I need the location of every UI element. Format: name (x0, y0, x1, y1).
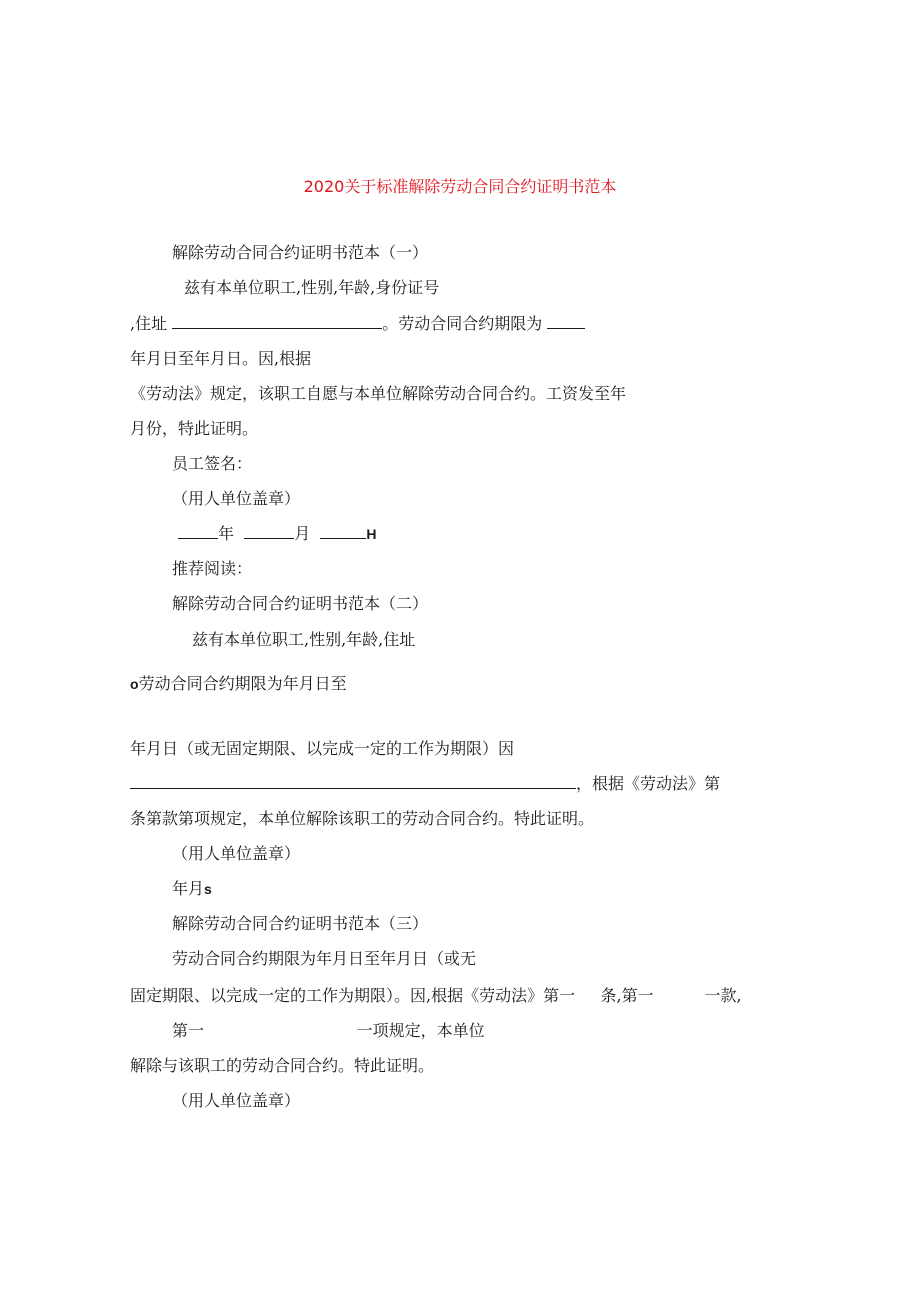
contract-term-label: 。劳动合同合约期限为 (382, 314, 543, 333)
section-2-line-2 (130, 674, 347, 694)
recommended-reading-label: 推荐阅读： (172, 559, 253, 578)
section-2-line-5: 条第款第项规定，本单位解除该职工的劳动合同合约。特此证明。 (130, 809, 595, 828)
address-label: ,住址 (130, 314, 168, 333)
section-3-heading: 解除劳动合同合约证明书范本（三） (172, 914, 429, 933)
section-3-item: 一项规定，本单位 (356, 1021, 485, 1040)
section-3-seal: （用人单位盖章） (172, 1091, 301, 1110)
day-blank (320, 524, 366, 539)
year-blank (178, 524, 218, 539)
section-3-article: 条,第一 (600, 986, 654, 1005)
section-3-clause: 一款, (704, 986, 742, 1005)
year-label: 年 (218, 524, 235, 543)
section-1-heading: 解除劳动合同合约证明书范本（一） (172, 243, 429, 262)
section-3-line-2 (130, 986, 742, 1006)
address-blank (172, 314, 382, 329)
section-2-date-mark: s (204, 881, 212, 897)
section-1-seal: （用人单位盖章） (172, 489, 301, 508)
section-2-mark: o (130, 676, 139, 692)
section-2-term: 劳动合同合约期限为年月日至 (138, 674, 347, 693)
section-3-line-2a: 固定期限、以完成一定的工作为期限）。因,根据《劳动法》第一 (130, 986, 576, 1005)
section-3-item-prefix: 第一 (172, 1021, 205, 1040)
section-2-heading: 解除劳动合同合约证明书范本（二） (172, 594, 429, 613)
section-3-line-1: 劳动合同合约期限为年月日至年月日（或无 (172, 949, 477, 968)
section-1-line-2 (130, 314, 585, 334)
section-2-line-4 (130, 774, 720, 794)
section-3-line-4: 解除与该职工的劳动合同合约。特此证明。 (130, 1056, 435, 1075)
reason-blank (130, 774, 576, 789)
section-1-date-line (178, 524, 377, 544)
section-2-date-text: 年月 (172, 879, 205, 898)
section-1-line-5: 月份，特此证明。 (130, 419, 259, 438)
day-label: H (366, 526, 377, 542)
section-3-line-3 (172, 1021, 485, 1041)
month-blank (244, 524, 294, 539)
labor-law-reference: ，根据《劳动法》第 (576, 774, 721, 793)
document-title: 2020关于标准解除劳动合同合约证明书范本 (303, 177, 617, 196)
section-1-line-4: 《劳动法》规定，该职工自愿与本单位解除劳动合同合约。工资发至年 (130, 384, 627, 403)
section-2-seal: （用人单位盖章） (172, 844, 301, 863)
term-blank (547, 314, 585, 329)
section-2-date (172, 879, 212, 899)
employee-signature-label: 员工签名： (172, 454, 253, 473)
month-label: 月 (294, 524, 311, 543)
section-2-line-3: 年月日（或无固定期限、以完成一定的工作为期限）因 (130, 739, 515, 758)
section-1-line-3: 年月日至年月日。因,根据 (130, 349, 312, 368)
section-1-line-1: 兹有本单位职工,性别,年龄,身份证号 (184, 278, 440, 297)
section-2-line-1: 兹有本单位职工,性别,年龄,住址 (192, 630, 416, 649)
